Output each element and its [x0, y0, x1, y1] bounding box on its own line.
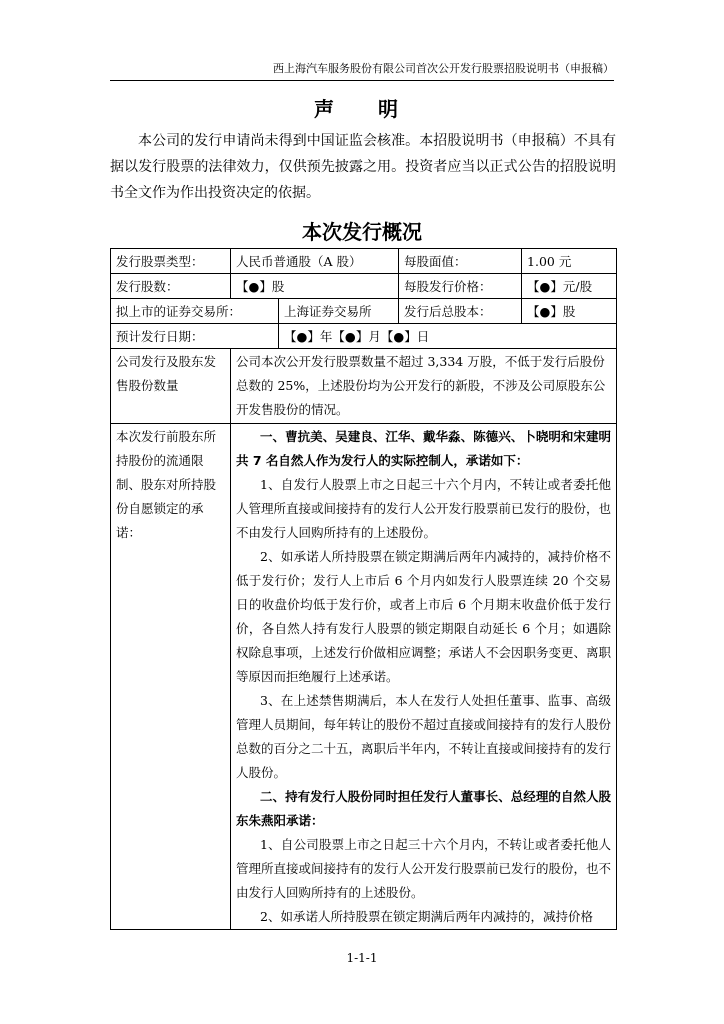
value-exchange: 上海证券交易所: [279, 299, 399, 324]
commitment-item: 2、如承诺人所持股票在锁定期满后两年内减持的，减持价格不低于发行价；发行人上市后 6 个月内如发行人股票连续 20 个交易日的收盘价均低于发行价，或者上市后 6 个月期末收盘价低于发行价，各自然人持有发行人股票的锁定期限自动延长 6 个月；如遇除权除息事项，上述发行价做相应调整；承诺人不会因职务变更、离职等原因而拒绝履行上述承诺。: [236, 549, 612, 684]
commitment-heading-2: 二、持有发行人股份同时担任发行人董事长、总经理的自然人股东朱燕阳承诺：: [236, 789, 612, 828]
table-row: [111, 299, 617, 324]
value-stock-type: 人民币普通股（A 股）: [231, 249, 399, 274]
value-total-shares: 【●】股: [522, 299, 617, 324]
value-issue-date: 【●】年【●】月【●】日: [279, 324, 617, 349]
label-issue-price: 每股发行价格：: [399, 274, 522, 299]
commitment-item: 3、在上述禁售期满后，本人在发行人处担任董事、监事、高级管理人员期间，每年转让的股份不超过直接或间接持有的发行人股份总数的百分之二十五，离职后半年内，不转让直接或间接持有的发行人股份。: [236, 693, 612, 780]
commitment-item: 1、自公司股票上市之日起三十六个月内，不转让或者委托他人管理所直接或间接持有的发行人公开发行股票前已发行的股份，也不由发行人回购所持有的上述股份。: [236, 837, 612, 900]
label-par-value: 每股面值：: [399, 249, 522, 274]
label-issue-date: 预计发行日期：: [111, 324, 279, 349]
label-shares-issued: 发行股数：: [111, 274, 231, 299]
commitment-item: 2、如承诺人所持股票在锁定期满后两年内减持的，减持价格: [260, 909, 593, 924]
value-shares-issued: 【●】股: [231, 274, 399, 299]
lockup-commitment-content: [231, 424, 617, 930]
table-row: [111, 249, 617, 274]
table-row: [111, 274, 617, 299]
value-par-value: 1.00 元: [522, 249, 617, 274]
label-total-shares: 发行后总股本：: [399, 299, 522, 324]
statement-title: 声 明: [314, 97, 410, 121]
table-row: [111, 349, 617, 424]
value-issue-quantity: 公司本次公开发行股票数量不超过 3,334 万股，不低于发行后股份总数的 25%，上述股份均为公开发行的新股，不涉及公司原股东公开发售股份的情况。: [231, 349, 617, 424]
page-number: 1-1-1: [346, 951, 378, 965]
label-lockup-commitment: 本次发行前股东所持股份的流通限制、股东对所持股份自愿锁定的承诺：: [111, 424, 231, 930]
label-stock-type: 发行股票类型：: [111, 249, 231, 274]
commitment-heading-1: 一、曹抗美、吴建良、江华、戴华淼、陈德兴、卜晓明和宋建明共 7 名自然人作为发行人的实际控制人，承诺如下：: [236, 429, 612, 468]
value-issue-price: 【●】元/股: [522, 274, 617, 299]
overview-title: 本次发行概况: [302, 220, 422, 244]
commitment-item: 1、自发行人股票上市之日起三十六个月内，不转让或者委托他人管理所直接或间接持有的发行人公开发行股票前已发行的股份，也不由发行人回购所持有的上述股份。: [236, 477, 612, 540]
label-exchange: 拟上市的证券交易所：: [111, 299, 279, 324]
offering-overview-table: [110, 248, 617, 930]
table-row: [111, 424, 617, 930]
label-issue-quantity: 公司发行及股东发售股份数量: [111, 349, 231, 424]
page-header: 西上海汽车服务股份有限公司首次公开发行股票招股说明书（申报稿）: [110, 62, 614, 81]
statement-paragraph: 本公司的发行申请尚未得到中国证监会核准。本招股说明书（申报稿）不具有据以发行股票的法律效力，仅供预先披露之用。投资者应当以正式公告的招股说明书全文作为作出投资决定的依据。: [110, 133, 616, 201]
table-row: [111, 324, 617, 349]
